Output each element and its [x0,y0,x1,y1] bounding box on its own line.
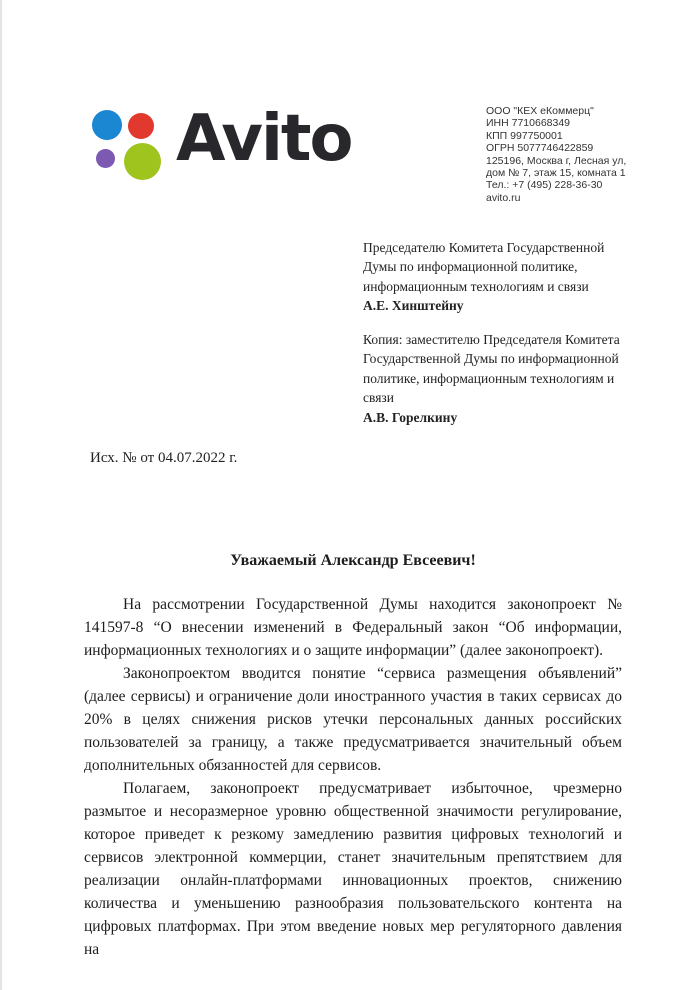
company-website: avito.ru [486,191,521,204]
recipient-primary-line: информационным технологиям и связи [363,278,589,294]
company-phone: Тел.: +7 (495) 228-36-30 [486,179,603,192]
recipient-primary-name: А.Е. Хинштейну [363,298,464,314]
avito-logo-icon [92,110,164,182]
company-address-line-2: дом № 7, этаж 15, комната 1 [486,167,626,180]
salutation: Уважаемый Александр Евсеевич! [230,552,476,569]
logo-dot-purple-icon [96,149,115,168]
body-paragraph-3: Полагаем, законопроект предусматривает избыточное, чрезмерно размытое и несоразмерное уровню общественной значимости регулирование, которое приведет к резкому замедлению развития цифровых технологий и сервисов электронной коммерции, станет значительным препятствием для реализации онлайн-платформами инновационных проектов, снижению количества и уменьшению разнообразия пользовательского контента на цифровых платформах. При этом введение новых мер регуляторного давления на [84,780,622,958]
logo-dot-blue-icon [92,110,122,140]
recipient-copy-name: А.В. Горелкину [363,409,458,425]
company-name: ООО "КЕХ еКоммерц" [486,105,594,117]
company-info-block [486,105,686,204]
company-kpp: КПП 997750001 [486,129,563,142]
recipient-copy-block [363,330,673,427]
logo-dot-red-icon [128,113,154,139]
body-paragraph-2: Законопроектом вводится понятие “сервиса размещения объявлений” (далее сервисы) и ограничение доли иностранного участия в таких сервисах до 20% в целях снижения рисков утечки персональных данных российских пользователей за границу, а также предусматривается значительный объем дополнительных обязанностей для сервисов. [84,665,622,774]
company-inn: ИНН 7710668349 [486,117,571,130]
recipient-primary-line: Председателю Комитета Государственной [363,240,605,255]
outgoing-reference: Исх. № от 04.07.2022 г. [90,450,238,466]
letter-body [84,549,622,961]
company-address-line-1: 125196, Москва г, Лесная ул, [486,154,627,167]
avito-wordmark: Avito [176,102,352,176]
recipient-copy-line: политике, информационным технологиям и [363,370,615,386]
recipient-primary-block [363,238,673,316]
body-paragraph-1: На рассмотрении Государственной Думы находится законопроект № 141597-8 “О внесении изменений в Федеральный закон “Об информации, информационных технологиях и о защите информации” (далее законопроект). [84,596,622,659]
recipient-copy-line: Копия: заместителю Председателя Комитета [363,332,620,347]
logo-dot-green-icon [124,143,161,180]
company-ogrn: ОГРН 5077746422859 [486,142,594,155]
recipient-primary-line: Думы по информационной политике, [363,259,578,275]
recipient-copy-line: Государственной Думы по информационной [363,351,619,367]
recipient-copy-line: связи [363,390,394,406]
